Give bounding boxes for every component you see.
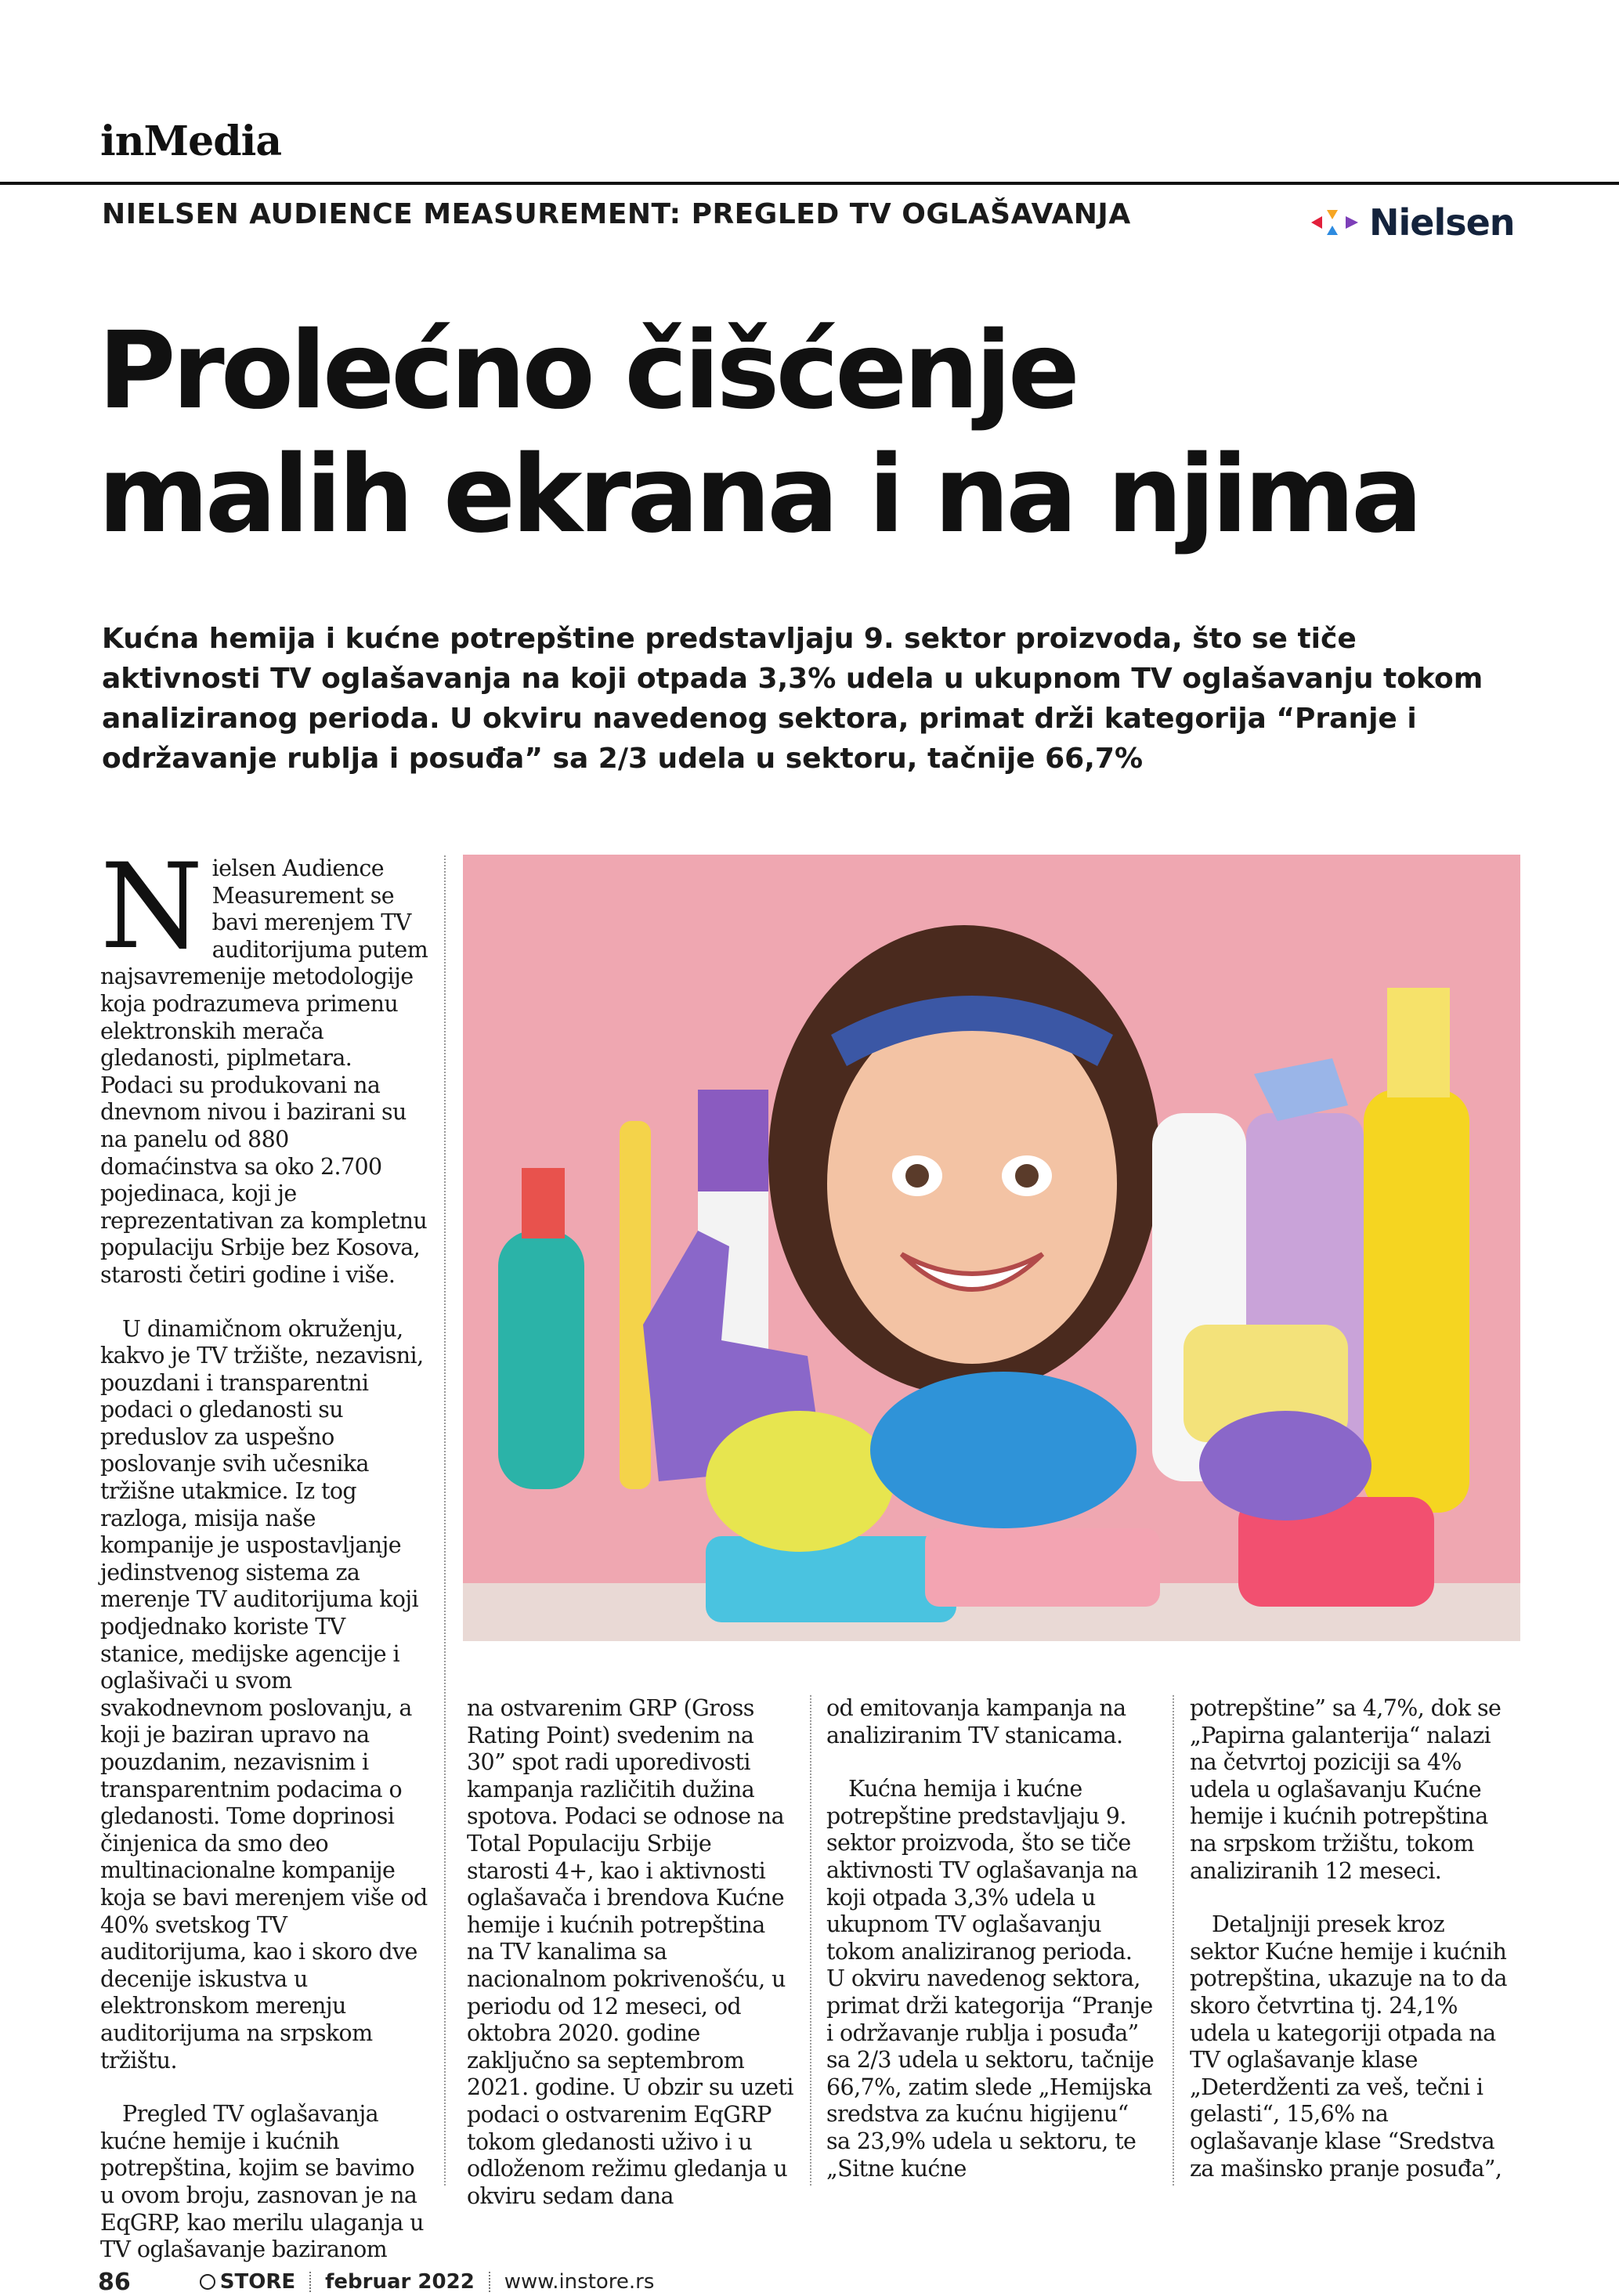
website-link[interactable]: www.instore.rs: [504, 2270, 655, 2294]
body-column-2: [467, 1695, 796, 2236]
lead-paragraph: Kućna hemija i kućne potrepštine predstavljaju 9. sektor proizvoda, što se tiče aktivnosti TV oglašavanja na koji otpada 3,3% udela u ukupnom TV oglašavanju tokom analiziranog perioda. U okviru navedenog sektora, primat drži kategorija “Pranje i održavanje rublja i posuđa” sa 2/3 udela u sektoru, tačnije 66,7%: [102, 623, 1483, 775]
issue-date: februar 2022: [325, 2270, 475, 2294]
nielsen-logo-text: Nielsen: [1369, 201, 1515, 244]
section-label: inMedia: [100, 118, 282, 165]
store-logo-icon: [200, 2274, 215, 2290]
column-divider: [444, 855, 446, 2186]
headline-line-1: Prolećno čišćenje: [98, 309, 1076, 433]
footer-brand-text: STORE: [219, 2270, 296, 2294]
body-paragraph: Detaljniji presek kroz sektor Kućne hemije i kućnih potrepština, ukazuje na to da skoro četvrtina tj. 24,1% udela u kategoriji otpada na TV oglašavanje klase „Deterdženti za veš, tečni i gelasti“, 15,6% na oglašavanje klase “Sredstva za mašinsko pranje posuđa”,: [1190, 1911, 1507, 2182]
body-column-1: [100, 839, 429, 2291]
nielsen-logo: [1310, 199, 1515, 246]
kicker: NIELSEN AUDIENCE MEASUREMENT: PREGLED TV OGLAŠAVANJA: [102, 198, 1131, 230]
body-paragraph: U dinamičnom okruženju, kakvo je TV tržište, nezavisni, pouzdani i transparentni podaci o gledanosti su preduslov za uspešno poslovanje svih učesnika tržišne utakmice. Iz tog razloga, misija naše kompanije je uspostavljanje jedinstvenog sistema za merenje TV auditorijuma koji podjednako koriste TV stanice, medijske agencije i oglašivači u svom svakodnevnom poslovanju, a koji je baziran upravo na pouzdanim, nezavisnim i transparentnim podacima o gledanosti. Tome doprinosi činjenica da smo deo multinacionalne kompanije koja se bavi merenjem više od 40% svetskog TV auditorijuma, kao i skoro dve decenije iskustva u elektronskom merenju auditorijuma na srpskom tržištu.: [100, 1315, 428, 2074]
nielsen-logo-icon: [1310, 207, 1360, 238]
page-footer: [98, 2270, 654, 2294]
body-paragraph: [100, 839, 429, 1289]
body-paragraph: na ostvarenim GRP (Gross Rating Point) svedenim na 30” spot radi uporedivosti kampanja različitih dužina spotova. Podaci se odnose na Total Populaciju Srbije starosti 4+, kao i aktivnosti oglašavača i brendova Kućne hemije i kućnih potrepština na TV kanalima sa nacionalnom pokrivenošću, u periodu od 12 meseci, od oktobra 2020. godine zaključno sa septembrom 2021. godine. U obzir su uzeti podaci o ostvarenim EqGRP tokom gledanosti uživo i u odloženom režimu gledanja u okviru sedam dana: [467, 1695, 793, 2209]
body-column-4: [1190, 1695, 1519, 2209]
footer-brand: [200, 2270, 295, 2294]
column-divider: [1173, 1695, 1175, 2186]
header-rule: [0, 182, 1619, 185]
headline: [98, 309, 1531, 557]
body-paragraph: od emitovanja kampanja na analiziranim TV stanicama.: [826, 1695, 1126, 1748]
body-paragraph: potrepštine” sa 4,7%, dok se „Papirna galanterija“ nalazi na četvrtoj poziciji sa 4% udela u oglašavanju Kućne hemije i kućnih potrepština na srpskom tržištu, tokom analiziranih 12 meseci.: [1190, 1695, 1502, 1884]
drop-cap: N: [100, 839, 203, 975]
article-photo: [463, 855, 1520, 1641]
body-paragraph: Pregled TV oglašavanja kućne hemije i kućnih potrepština, kojim se bavimo u ovom broju, zasnovan je na EqGRP, kao merilu ulaganja u TV oglašavanje baziranom: [100, 2101, 424, 2263]
page-number: 86: [98, 2268, 131, 2296]
headline-line-2: malih ekrana i na njima: [98, 433, 1419, 557]
intro-text: ielsen Audience Measurement se bavi merenjem TV auditorijuma putem najsavremenije metodologije koja podrazumeva primenu elektronskih merača gledanosti, piplmetara. Podaci su produkovani na dnevnom nivou i bazirani su na panelu od 880 domaćinstva sa oko 2.700 pojedinaca, koji je reprezentativan za kompletnu populaciju Srbije bez Kosova, starosti četiri godine i više.: [100, 855, 428, 1288]
body-column-3: [826, 1695, 1155, 2209]
footer-separator: [309, 2272, 311, 2292]
cleaning-products-illustration: [463, 855, 1520, 1641]
footer-separator: [489, 2272, 490, 2292]
column-divider: [810, 1695, 812, 2186]
body-paragraph: Kućna hemija i kućne potrepštine predstavljaju 9. sektor proizvoda, što se tiče aktivnosti TV oglašavanja na koji otpada 3,3% udela u ukupnom TV oglašavanju tokom analiziranog perioda. U okviru navedenog sektora, primat drži kategorija “Pranje i održavanje rublja i posuđa” sa 2/3 udela u sektoru, tačnije 66,7%, zatim slede „Hemijska sredstva za kućnu higijenu“ sa 23,9% udela u sektoru, te „Sitne kućne: [826, 1776, 1155, 2182]
